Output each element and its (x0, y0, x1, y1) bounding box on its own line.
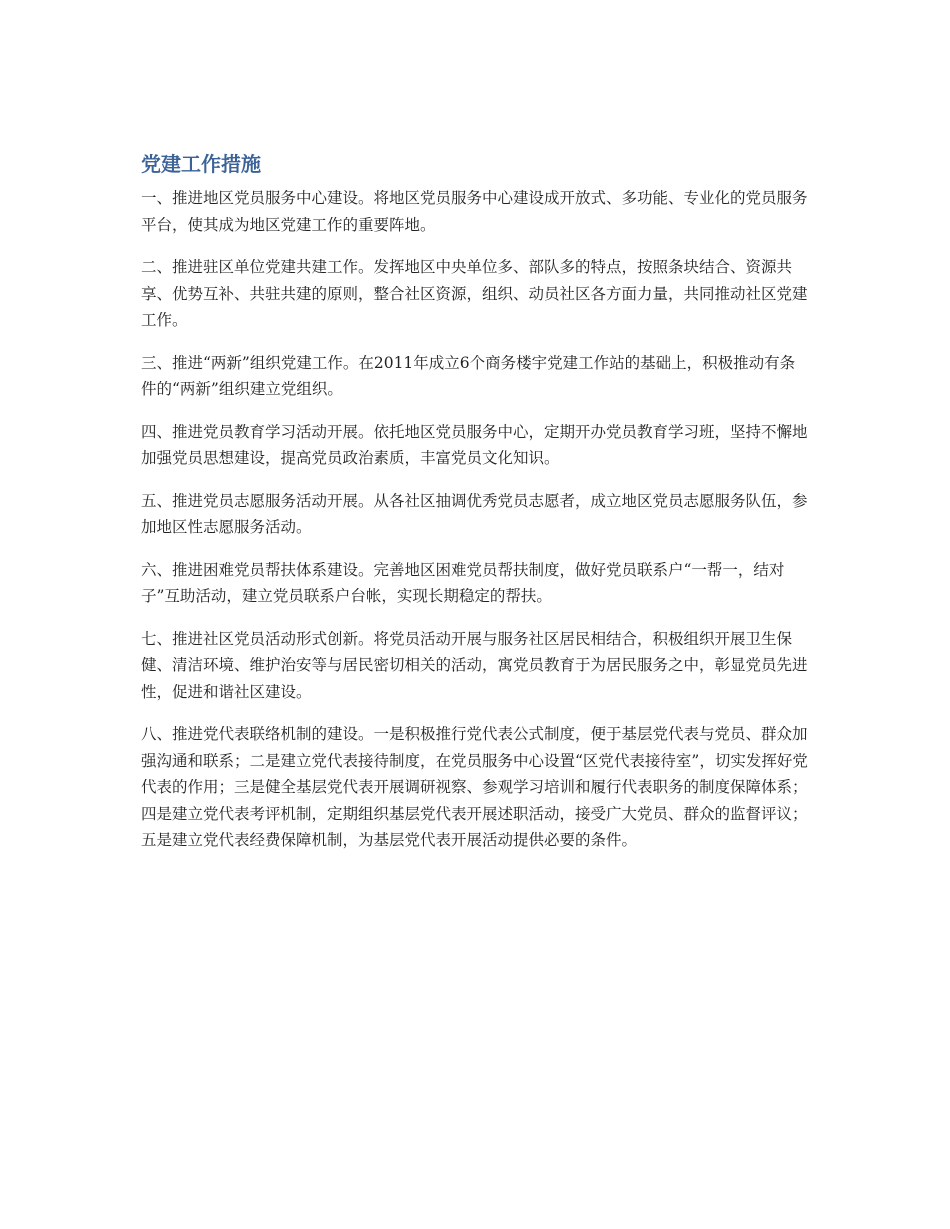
document-page (141, 150, 809, 870)
paragraph-5: 五、推进党员志愿服务活动开展。从各社区抽调优秀党员志愿者，成立地区党员志愿服务队伍，参加地区性志愿服务活动。 (141, 491, 808, 536)
paragraph-2: 二、推进驻区单位党建共建工作。发挥地区中央单位多、部队多的特点，按照条块结合、资源共享、优势互补、共驻共建的原则，整合社区资源，组织、动员社区各方面力量，共同推动社区党建工作。 (141, 258, 808, 329)
paragraph-3: 三、推进“两新”组织党建工作。在2011年成立6个商务楼宇党建工作站的基础上，积极推动有条件的“两新”组织建立党组织。 (141, 353, 796, 398)
paragraph-6: 六、推进困难党员帮扶体系建设。完善地区困难党员帮扶制度，做好党员联系户“一帮一，结对子”互助活动，建立党员联系户台帐，实现长期稳定的帮扶。 (141, 560, 785, 605)
paragraph-4: 四、推进党员教育学习活动开展。依托地区党员服务中心，定期开办党员教育学习班，坚持不懈地加强党员思想建设，提高党员政治素质，丰富党员文化知识。 (141, 422, 808, 467)
document-title: 党建工作措施 (141, 152, 261, 176)
paragraph-1: 一、推进地区党员服务中心建设。将地区党员服务中心建设成开放式、多功能、专业化的党员服务平台，使其成为地区党建工作的重要阵地。 (141, 189, 808, 234)
paragraph-8: 八、推进党代表联络机制的建设。一是积极推行党代表公式制度，便于基层党代表与党员、群众加强沟通和联系；二是建立党代表接待制度，在党员服务中心设置“区党代表接待室”，切实发挥好党代表的作用；三是健全基层党代表开展调研视察、参观学习培训和履行代表职务的制度保障体系；四是建立党代表考评机制，定期组织基层党代表开展述职活动，接受广大党员、群众的监督评议；五是建立党代表经费保障机制，为基层党代表开展活动提供必要的条件。 (141, 725, 808, 849)
paragraph-7: 七、推进社区党员活动形式创新。将党员活动开展与服务社区居民相结合，积极组织开展卫生保健、清洁环境、维护治安等与居民密切相关的活动，寓党员教育于为居民服务之中，彰显党员先进性，促进和谐社区建设。 (141, 629, 808, 701)
